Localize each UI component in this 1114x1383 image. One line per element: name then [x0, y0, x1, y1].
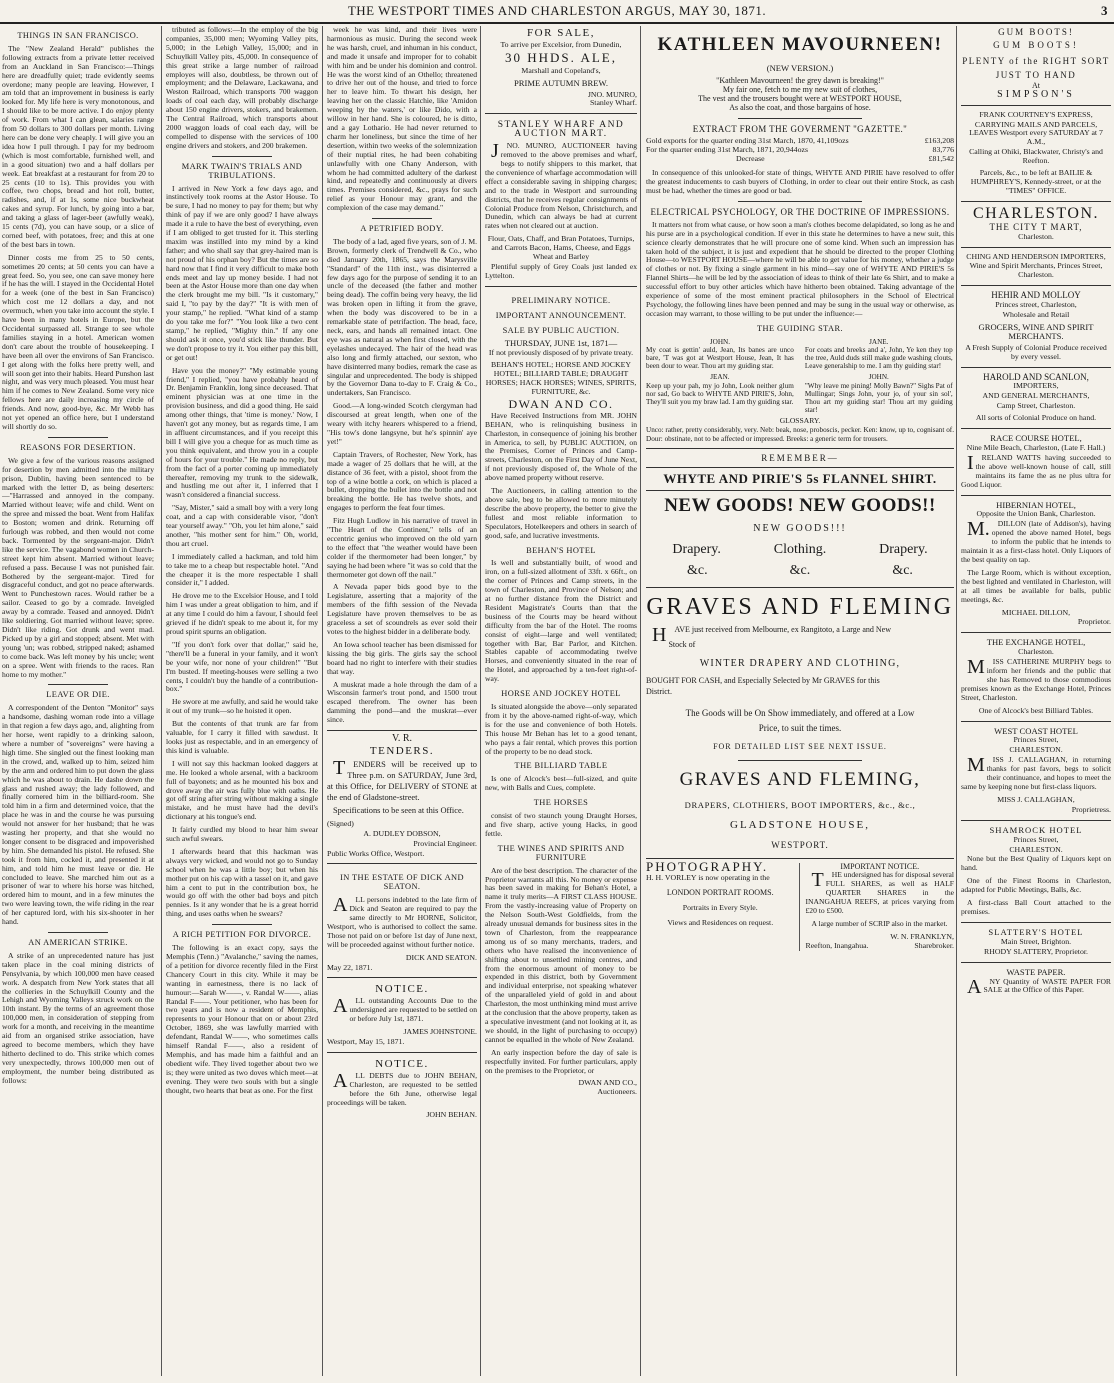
- ad-body: Is well and substantially built, of wood and iron, on a full-sized allotment of 33ft. x 66ft., on the corner of Princes and Camp streets, in the town of Charleston, and Province of Nelson; and at no further distance from the District and Resident Magistrate's Courts than that the business of the Courts may be heard without difficulty from the bar of the Hotel. The rooms consist of eight—large and well ventilated; together with Bar, Bar Parlor, and Kitchen. Stables capable of accommodating twelve Horses, and conveniently situated in the rear of the Hotel, and approached by a ten-feet right-of-way.: [485, 558, 637, 684]
- ad-title: TENDERS.: [369, 744, 435, 757]
- shamrock-ad: [961, 820, 1111, 917]
- speaker: JANE.: [869, 337, 889, 346]
- article-paragraph: A strike of an unprecedented nature has just taken place in the coal mining districts of Pensylvania, by which 100,000 men have ceased work. A despatch from New York states that all the collieries in the Schuylkill County and the Lehigh and Wyoming Valleys struck work on the 10th instant. By the terms of an agreement those 100,000 men, in consideration of stepping from work for a month, and receiving in the meantime aid from an organised strike association, have agreed to become members, which they have hitherto declined to do. This strike which comes very unexpectedly, throws 100,000 men out of employment, the number being distributed as follows:: [2, 950, 154, 1085]
- glossary: Unco: rather, pretty considerably, very. Neb: beak, nose, proboscis, pecker. Ken: know, up to, cognisant of. Dour: obstinate, not to be affected or impressed. Breeks: a generic term for trousers.: [646, 426, 954, 443]
- gold-value: £81,542: [928, 154, 954, 164]
- ad-date: May 22, 1871.: [327, 962, 373, 972]
- goods-word: Clothing.: [773, 541, 827, 557]
- ad-signed: (Signed): [327, 818, 354, 828]
- verse-line: As also the coat, and those bargains of hose.: [729, 102, 871, 112]
- etc-word: &c.: [687, 562, 708, 578]
- ad-line: FOR DETAILED LIST SEE NEXT ISSUE.: [713, 741, 887, 751]
- speaker: JEAN.: [710, 373, 730, 382]
- section-heading: CHARLESTON.: [973, 204, 1099, 222]
- ad-title: SHAMROCK HOTEL: [989, 824, 1083, 835]
- bottom-ads: [646, 858, 954, 951]
- stanley-wharf-ad: [485, 113, 637, 280]
- new-goods-headline: NEW GOODS! NEW GOODS!!: [664, 494, 936, 516]
- ad-line: A Fresh Supply of Colonial Produce received by every vessel.: [965, 342, 1107, 361]
- ad-footer: [806, 942, 955, 951]
- estate-ad: [327, 863, 477, 972]
- poem-column: [646, 338, 794, 407]
- masthead: [0, 0, 1114, 24]
- ad-body: THE undersigned has for disposal several FULL SHARES, as well as HALF QUARTER SHARES in the INANGAHUA REEFS, at prices varying from £20 to £500.: [805, 869, 954, 916]
- ad-line: Princes Street,: [1013, 735, 1059, 745]
- goods-word: Drapery.: [672, 541, 721, 557]
- ad-line: Portraits in Every Style.: [682, 903, 758, 913]
- auction-ad: [485, 286, 637, 1098]
- article-paragraph: tributed as follows:—In the employ of the big companies, 35,000 men; Wyoming Valley pits, 5,000; in the Lehigh Valley, 15,000; and in Schuylkill Valley pits, 45,000. In consequence of this great strike a large number of railroad employes will also, doubtless, be thrown out of employment; and the Delaware, Lackawana, and Weston Railroad, which transports 700 waggon loads of coal each day, will probably discharge about 150 engine drivers, stokers, and brakemen. The Central Railroad, which transports about 2000 waggon loads of coal each day, will be compelled to dispense with the services of 100 engine drivers and stokers, and 200 brakemen.: [166, 26, 318, 150]
- divider: [646, 448, 954, 449]
- ad-subheading: HORSE AND JOCKEY HOTEL: [501, 689, 621, 699]
- ad-title: PRELIMINARY NOTICE.: [511, 295, 611, 305]
- ad-signature: RHODY SLATTERY, Proprietor.: [984, 946, 1088, 956]
- ad-body: One of the Finest Rooms in Charleston, adapted for Public Meetings, Balls, &c.: [961, 876, 1111, 895]
- column-2: [161, 26, 322, 1376]
- ad-signature: JAMES JOHNSTONE.: [403, 1027, 477, 1037]
- ad-body: Have Received Instructions from MR. JOHN BEHAN, who is relinquishing business in Charleston, in consequence of joining his brother in America, to sell, by PUBLIC AUCTION, on the Premises, Corner of Princes and Camp-streets, Charleston, on the First Day of June Next, if not previously disposed of, the Whole of the above named property without reserve.: [485, 410, 637, 483]
- photography-ad: [646, 858, 800, 951]
- ad-title: RACE COURSE HOTEL,: [990, 433, 1082, 444]
- gold-label: Decrease: [736, 154, 765, 164]
- remember-line: REMEMBER—: [761, 452, 839, 463]
- ad-subheading: THE BILLIARD TABLE: [514, 761, 608, 771]
- west-coast-ad: [961, 721, 1111, 815]
- ad-body: ALL persons indebted to the late firm of Dick and Seaton are required to pay the same directly to Mr HORNE, Solicitor, Westport, who is authorised to collect the same. Those not paid on or before 1st day of June next, will be proceeded against without further notice.: [327, 894, 477, 949]
- ad-line: IMPORTERS,: [1013, 381, 1059, 391]
- ad-title: FRANK COURTNEY'S EXPRESS,: [979, 109, 1093, 119]
- ad-body: M.DILLON (late of Addison's), having opened the above named Hotel, begs to inform the public that he intends to maintain it as a first-class hotel. Only Liquors of the best quality on tap.: [961, 518, 1111, 564]
- new-goods-line: NEW GOODS!!!: [753, 522, 847, 534]
- divider: [372, 218, 432, 219]
- ad-body: consist of two staunch young Draught Horses, and five sharp, active young Hacks, in good fettle.: [485, 811, 637, 838]
- ad-line: Wholesale and Retail: [1002, 310, 1070, 320]
- ad-line: LONDON PORTRAIT ROOMS.: [666, 888, 774, 898]
- tender-ad: [327, 730, 477, 858]
- ad-body: TENDERS will be received up to Three p.m. on SATURDAY, June 3rd, at this Office, for DELIVERY of STONE at the end of Gladstone-street.: [327, 756, 477, 802]
- verse: Keep up your pah, my jo John, Look neither glum nor sad, Go back to WHYTE AND PIRIE'S, John, They'll suit you my braw lad. I am thy guiding star.: [646, 381, 794, 407]
- article-paragraph: It fairly curdled my blood to hear him swear such awful swears.: [166, 825, 318, 844]
- article-paragraph: Captain Travers, of Rochester, New York, has made a wager of 25 dollars that he will, at the distance of 36 feet, with a pistol, shoot from the top of a wine bottle a cork, on which is placed a bullet, dropping the bullet into the bottle and not breaking the bottle. He has twelve shots, and engages to perform the feat four times.: [327, 449, 477, 513]
- divider: [212, 924, 273, 925]
- article-heading: LEAVE OR DIE.: [46, 690, 110, 700]
- article-paragraph: "If you don't fork over that dollar," said he, "there'll be a funeral in your family, and it won't be your wife, nor none of your children!" "But I'm busted. If meeting-houses were selling a two cents, I couldn't buy the handle of a contribution-box.": [166, 639, 318, 694]
- ad-body: MISS J. CALLAGHAN, in returning thanks for past favors, begs to solicit their continuance, and hopes to meet the same by keeping none but first-class liquors.: [961, 754, 1111, 791]
- divider: [212, 156, 273, 157]
- ad-line: At: [1032, 80, 1040, 90]
- ad-signature: MISS J. CALLAGHAN,: [997, 794, 1075, 804]
- article-paragraph: He drove me to the Excelsior House, and I told him I was under a great obligation to him, and if at any time I could do him a favour, I should feel grieved if he didn't speak to me about it, for my proud spirit spurns an obligation.: [166, 591, 318, 636]
- ad-line: Wine and Spirit Merchants, Princes Street, Charleston.: [969, 261, 1103, 280]
- ad-line: If not previously disposed of by private treaty.: [488, 348, 634, 358]
- ad-line: CARRYING MAILS AND PARCELS, LEAVES Westport every SATURDAY at 7 A.M.,: [969, 119, 1103, 147]
- ad-body: Is situated alongside the above—only separated from it by the above-named right-of-way, which is for the use and convenience of both Hotels. This house Mr Behan has let to a good tenant, who pays a fair rental, which proves this portion of the property to be no dead stock.: [485, 702, 637, 756]
- ad-headline: 30 HHDS. ALE,: [505, 49, 617, 65]
- ad-signature: W. N. FRANKLYN,: [890, 931, 954, 941]
- ad-headline: SIMPSON'S: [997, 88, 1075, 100]
- ad-role: Provincial Engineer.: [413, 838, 477, 848]
- article-paragraph: week he was kind, and their lives were harmonious as music. During the second week he was harsh, cruel, and inhuman in his conduct, and made it unsafe and improper for to cohabit with him and be under his dominion and control. He was the worst kind of an Othello; threatened to drive her out of the house, and tried to force her to leave him. To thwart his design, her leaving her on the classic Hatchie, like 'Amidon weeping by the waters,' or like Dido, with a willow in her hand. She is coloured, he is ditto, and a gay Lothario. He had never returned to charm her loneliness, but since the time of her desertion, within two weeks of the solemnization of their nuptial rites, he had been cohabiting unlawfully with one Chany Anderson, with whom he had committed adultery of the darkest kind, and repeatedly and continuously at divers times. Premises considered, &c., prays for such relief as your Honour may grant, and the complexion of the case may demand.": [327, 26, 477, 213]
- ad-body: None but the Best Quality of Liquors kept on hand.: [961, 854, 1111, 873]
- charleston-section: [961, 201, 1111, 242]
- goods-row: [646, 541, 954, 557]
- ad-title: IN THE ESTATE OF DICK AND SEATON.: [340, 873, 464, 892]
- article-paragraph: The body of a lad, aged five years, son of J. M. Brown, formerly clerk of Trendwell & Co., who died January 20th, 1865, says the Marysville "Standard" of the 11th inst., was disinterred a few days ago for the purpose of sending it to an uncle of the deceased (the father and mother being dead). The coffin being very heavy, the lid was broken open in lifting it from the grave, when the body was discovered to be in a remarkable state of petrifaction. The head, face, neck, ears, and hands all remained intact. One eye was as natural as when first closed, with the eyelashes undecayed. The hair of the head was also long and firmly attached, our sexton, who have disinterred many bodies, remark the case as singular and unprecedented. The body is shipped by the Governor Dana to-day to F. Craig & Co., undertakers, San Francisco.: [327, 236, 477, 398]
- hehir-ad: [961, 285, 1111, 361]
- ad-role: Sharebroker.: [914, 940, 954, 950]
- poem: [646, 338, 954, 415]
- gold-value: £163,208: [924, 136, 954, 146]
- ad-headline: GLADSTONE HOUSE,: [730, 818, 870, 831]
- ad-line: Calling at Ohiki, Blackwater, Christy's and Reefton.: [969, 147, 1103, 166]
- column-6: [956, 26, 1114, 1376]
- gold-row: [646, 155, 954, 164]
- ad-body: IRELAND WATTS having succeeded to the above well-known house of call, still maintains its fame the as ne plus ultra for Good Liquor.: [961, 451, 1111, 489]
- verse: For coats and breeks and a', John, Ye ken they top the tree, Auld duds still make gude washing clouts, Leave generalship to me. I am thy guiding star!: [804, 345, 953, 371]
- ad-body: The Auctioneers, in calling attention to the above sale, beg to be allowed to more minutely describe the above property, the better to give the fullest and most reliable information to Speculators, Hotelkeepers and others in search of good, safe, and lucrative investments.: [485, 486, 637, 540]
- ad-line: H. H. VORLEY is now operating in the: [646, 873, 770, 883]
- express-ad: [961, 105, 1111, 196]
- gold-label: For the quarter ending 31st March, 1871, 20,944ozs: [646, 145, 808, 155]
- verse-line: "Kathleen Mavourneen! the grey dawn is breaking!": [716, 75, 884, 85]
- ad-line: Marshall and Copeland's,: [521, 65, 601, 75]
- ad-line: Main Street, Brighton.: [1000, 936, 1072, 946]
- ad-title: THE EXCHANGE HOTEL,: [986, 637, 1086, 648]
- ad-location: Charleston.: [1018, 647, 1054, 657]
- ad-signature: DICK AND SEATON.: [405, 952, 477, 962]
- article-paragraph: We give a few of the various reasons assigned for desertion by men admitted into the military prison, Dublin, having been sentenced to be marked with the letter D, as being deserters:—"Harrassed and annoyed in the company. Married without leave; wife and child. Went on the spree and missed the boat. Went from Halifax to Boston; women and drink. Returning off furlough was robbed, and then would not come back. Tormented by the sergeant-major. Didn't like the service. The vagabond women in Church-street kept him absent. Married without leave; refused a pass. Because I was not punished fair. Bothered by the sergeant-major. Tired for disgraceful conduct, and got no peace afterwards. Went to Punchestown races. Would rather be a sailor. Ceased to go by a comrade. Inveigled away by a comrade. Teased and annoyed. Didn't like soldiering. Got married without leave; spree. Didn't like riding. Got drunk and went mad. Picked up by a girl and stopped; absent. Met with young 'un; was robbed, stripped naked; ashamed to come back. Was left money by his uncle; went on a spree. Went with friends to the races. Ran home to my mother.": [2, 455, 154, 679]
- ad-title: SALE BY PUBLIC AUCTION.: [502, 325, 620, 335]
- article-heading: A RICH PETITION FOR DIVORCE.: [172, 930, 312, 940]
- ad-date: Westport, May 15, 1871.: [327, 1037, 405, 1046]
- ad-location: Reefton, Inangahua.: [805, 940, 869, 950]
- masthead-title: THE WESTPORT TIMES AND CHARLESTON ARGUS, MAY 30, 1871.: [347, 3, 767, 18]
- article-paragraph: I will not say this hackman looked daggers at me. He looked a whole arsenal, with a backroom full of bayonets; and as he mounted his box and drove away the air was fully blue with oaths. He got off string after string without making a single mistake, and he must have had the devil's dictionary at his tongue's end.: [166, 758, 318, 822]
- ad-line: Views and Residences on request.: [667, 918, 774, 928]
- exchange-ad: [961, 632, 1111, 715]
- etc-row: [646, 562, 954, 578]
- divider: [646, 587, 954, 588]
- glossary-heading: GLOSSARY.: [779, 416, 821, 426]
- etc-word: &c.: [892, 562, 913, 578]
- article-paragraph: Have you the money?" "My estimable young friend," I replied, "you have probably heard of Dr. Benjamin Franklin, long since deceased. That eminent physician was at one time in the provision business, and did a good thing. He said among other things, that 'time is money.' Now, I haven't got any money, but as regards time, I am in affluent circumstances, and if you receipt this bill I will give you a cheque for as much time as you think equivalent, and throw you in a couple of hours for your trouble." He made no reply, but from the fact of a porter coming up immediately thereafter, removing my trunk to the sidewalk, and hustling me out after it, I inferred that I wasn't considered a financial success.: [166, 365, 318, 500]
- ad-line: The Goods will be On Show immediately, and offered at a Low: [685, 708, 915, 719]
- ching-ad: [961, 247, 1111, 281]
- ad-address: Public Works Office, Westport.: [327, 848, 425, 858]
- notice-ad: [327, 1052, 477, 1120]
- ad-line: To arrive per Excelsior, from Dunedin,: [500, 39, 622, 49]
- ad-line: Camp Street, Charleston.: [996, 401, 1076, 411]
- ad-line: DRAPERS, CLOTHIERS, BOOT IMPORTERS, &c., &c.,: [684, 799, 916, 810]
- article-paragraph: I afterwards heard that this hackman was always very wicked, and would not go to Sunday school when he was a little boy; but when his mother put on his cap with a tassel on it, and gave him a cent to put in the contribution box, he would go off with the other bad boys and pitch pennies. Is it any wonder that he is a great horrid thing, and uses oaths when he swears?: [166, 846, 318, 919]
- column-5: [640, 26, 959, 1376]
- article-paragraph: He swore at me awfully, and said he would take it out of my trunk—so he hoisted it open.: [166, 697, 318, 716]
- ad-body: ANY Quantity of WASTE PAPER FOR SALE at the Office of this Paper.: [967, 975, 1111, 998]
- ad-title: IMPORTANT NOTICE.: [840, 861, 920, 871]
- race-course-ad: [961, 428, 1111, 489]
- ad-line: District.: [646, 687, 672, 697]
- ad-title: PHOTOGRAPHY.: [646, 858, 769, 874]
- article-paragraph: A correspondent of the Denton "Monitor" says a handsome, dashing woman rode into a village in that region a few days ago, and, alighting from her horse, went rapidly to a drinking saloon, where a number of "sovereigns" were having a high time. She singled out the finest looking man in the crowd, and, walked up to him, seized him by the arm and ordered him to put down the glass which he was about to drain. He dashe down the glass and rushed away; the lady followed, and finally cornered him in the billiard-room. She told him in a firm and determined voice, that the place he was in and the course he was pursuing would not answer for her husband; that he was wasting her property, and that she would no longer consent to be disgraced and impoverished by him. She demanded his pistol. He refused. She took it from him, cocked it, and presented it at him, and told him he must leave or die. He concluded to leave. She marched him out as a prisoner of war to where his horse was hitched, ordered him to mount, and in a few minutes the two were leaving town, the wife riding in the rear of her captured lord, with his six-shooter in her hand.: [2, 703, 154, 927]
- verse-line: My fair one, fetch to me my new suit of clothes,: [722, 84, 878, 94]
- article-paragraph: In consequence of this unlooked-for state of things, WHYTE AND PIRIE have resolved to offer the greatest inducements to cash buyers of Clothing, in order to clear out their entire Stock, as cash must be had, whether the times are good or bad.: [646, 168, 954, 195]
- verse: "Why leave me pining! Molly Bawn?" Sighs Pat of Mullingar; Sings John, your jo, of your sin sol', Thou art my guiding star! Thou art my guiding star!: [804, 381, 953, 415]
- speaker: JOHN.: [709, 337, 730, 346]
- article-paragraph: I immediately called a hackman, and told him to take me to a cheap but respectable hotel. "And the cheaper it is the more respectable I shall consider it," I added.: [166, 551, 318, 588]
- ad-headline: WINTER DRAPERY AND CLOTHING,: [699, 658, 901, 670]
- ad-signature: JOHN BEHAN.: [426, 1110, 477, 1120]
- article-heading: AN AMERICAN STRIKE.: [28, 938, 128, 947]
- ad-body: JNO. MUNRO, AUCTIONEER having removed to the above premises and wharf, begs to notify shippers to this market, that the convenience of wharfage accommodation will effect a considerable saving in shipping charges; and to the trade in Westport and surrounding districts, that he receives regular consignments of Colonial Produce from Nelson, Christchurch, and Dunedin, which can always be had at current rates when not cleared out at auction.: [485, 140, 637, 231]
- ad-location: Charleston.: [1018, 231, 1054, 241]
- ad-title: THE CITY T MART,: [989, 221, 1083, 232]
- ad-line: AND GENERAL MERCHANTS,: [982, 391, 1090, 401]
- ad-title: HEHIR AND MOLLOY: [991, 290, 1081, 301]
- article-paragraph: Dinner costs me from 25 to 50 cents, sometimes 20 cents; at 50 cents you can have a great feed. So, you see, one can save money here if he has the will. I stayed in the Occidental Hotel for a week (one of the best in San Francisco) which cost me 12 dollars a day, and not overmuch, when you take into account the style. I have been in many hotels in Europe, but the Occidental surpassed all. Strange to see whole families staying in a hotel. American women don't care about the trouble of housekeeping. I have been all over the environs of San Francisco. I get along with the folks here pretty well, and will soon get into their habits. Heard Punshon last night, and was very much pleased. You must hear him if he comes to New Zealand. Some very nice fellows here are daily increasing my circle of friends. And now, good-bye, &c. Mr Webb has not yet opened an office here, but I understand will shortly do so.: [2, 252, 154, 431]
- extract-heading: EXTRACT FROM THE GOVERMENT "GAZETTE.": [692, 123, 908, 134]
- divider: [48, 684, 109, 685]
- ad-line: Nine Mile Beach, Charleston, (Late F. Hall.): [966, 443, 1106, 452]
- ad-line: Princes Street,: [1013, 834, 1059, 844]
- ad-line: Parcels, &c., to be left at BAILIE & HUMPHREY'S, Kennedy-street, or at the "TIMES" OFFICE.: [970, 168, 1102, 195]
- kathleen-subheading: (NEW VERSION.): [766, 63, 834, 73]
- ad-title: HAROLD AND SCANLON,: [983, 371, 1089, 382]
- speaker: JOHN.: [868, 373, 889, 382]
- article-paragraph: The "New Zealand Herald" publishes the following extracts from a private letter received from an Auckland in San Francisco:—Things here are dreadfully quiet; trade evidently seems overdone; many people are leaving. However, I am told that an improvement in business is early looked for. My life here is very monotonous, and I should like to be more active. I do enjoy plenty of work. From what I can glean, salaries range from 50 dollars to 300 dollars per month. Living here can be done very cheaply. I will give you an idea how I pull through. I pay for my bedroom (which is most comfortable, furnished well, and in a good situation) two and a half dollars per week. Eat breakfast at a restaurant for from 20 to 25 cents (10 to 1s). This provides you with coffee, two chops, bread and hot roll, butter, radishes, and, if at 1s, some nice buckwheat cakes and syrup. For lunch, by going into a bar, and taking a glass of lager-beer (awfully weak), 15 cents (7d), you can have soup, or a slice of corned beef, with potatoes, free; and this at one of the best bars in town.: [2, 43, 154, 249]
- ad-body: Plentiful supply of Grey Coals just landed ex Lyttelton.: [485, 261, 637, 280]
- ad-subheading: BEHAN'S HOTEL: [526, 545, 596, 555]
- ad-title: FOR SALE,: [527, 27, 595, 39]
- page-number: 3: [1101, 3, 1108, 18]
- ad-line: Princes street, Charleston,: [995, 300, 1077, 310]
- ad-title: NOTICE.: [375, 1057, 429, 1070]
- ad-body: HAVE just received from Melbourne, ex Rangitoto, a Large and New: [652, 624, 891, 647]
- for-sale-ad: [485, 29, 637, 108]
- ad-body: Are of the best description. The character of the Proprietor warrants all this. No money or expense has been saved in making for Behan's Hotel, a name it truly merits—A FIRST CLASS HOUSE. From the vastly-increasing value of Property on the Nelson South-West Goldfields, from the already unusual demands for business sites in the town of Charleston, from the reappearance among us of so many merchants, traders, and others who have realised the inconvenience of shifting about to unsettled mining centres, and from the enormous amount of money to be expended in this district, both by Government and individual enterprise, not speaking whatever of the unparalleled yield of gold in and about Charleston, the most unthinking mind must arrive at the conclusion that the above property, taken as a speculative investment (and not looking at it, as we should, in the light of purchasing to occupy) cannot be equalled in the whole of New Zealand.: [485, 865, 637, 1044]
- article-paragraph: An Iowa school teacher has been dismissed for kissing the big girls. The girls say the school board had no right to interfere with their studies that way.: [327, 639, 477, 676]
- ad-subheading: THE HORSES: [533, 798, 589, 808]
- kathleen-heading: KATHLEEN MAVOURNEEN!: [657, 34, 943, 55]
- ad-items: Flour, Oats, Chaff, and Bran Potatoes, Turnips, and Carrots Bacon, Hams, Cheese, and Eggs Wheat and Barley: [487, 234, 635, 262]
- column-1: [2, 26, 158, 1376]
- ad-headline: PLENTY of the RIGHT SORT JUST TO HAND: [962, 55, 1110, 80]
- ad-signature: JNO. MUNRO,: [587, 89, 637, 99]
- article-paragraph: A muskrat made a hole through the dam of a Wisconsin farmer's trout pond, and 1500 trout escaped therefrom. The owner has been damming the pond—and the muskrat—ever since.: [327, 679, 477, 725]
- gold-value: 83,776: [932, 145, 954, 155]
- slattery-ad: [961, 922, 1111, 957]
- article-paragraph: But the contents of that trunk are far from valuable, for I carry it filled with sawdust. It looks just as respectable, and in an emergency of this kind is valuable.: [166, 719, 318, 755]
- ad-role: Proprietress.: [1071, 804, 1111, 814]
- ad-line: BOUGHT FOR CASH, and Especially Selected by Mr GRAVES for this: [646, 676, 880, 686]
- poem-heading: THE GUIDING STAR.: [757, 323, 843, 333]
- ad-title: WEST COAST HOTEL: [994, 725, 1078, 736]
- ad-line: WESTPORT.: [771, 839, 829, 850]
- ad-title: CHING AND HENDERSON IMPORTERS,: [966, 251, 1106, 261]
- ad-body: Is one of Alcock's best—full-sized, and quite new, with Balls and Cues, complete.: [485, 774, 637, 793]
- hibernian-ad: [961, 495, 1111, 628]
- poem-column: [805, 338, 953, 415]
- divider: [48, 932, 109, 933]
- ad-headline: GROCERS, WINE AND SPIRIT MERCHANTS.: [978, 321, 1094, 341]
- article-paragraph: Good.—A long-winded Scotch clergyman had discoursed at great length, when one of the weary with itchy hearers whispered to a friend, "His tow's done langsyne, but he's spinnin' aye yet!": [327, 401, 477, 446]
- divider: [738, 201, 861, 202]
- article-paragraph: The following is an exact copy, says the Memphis (Tenn.) "Avalanche," saving the names, of a petition for divorce recently filed in the First Chancery Court in this city. While it may be wanting in earnestness, there is no lack of humour:—Sarah W——, v. Randal W——, alias Randal F——. Your petitioner, who has been for two years and is now a resident of Memphis, represents to your Honour that on or about 23rd October, 1869, she was lawfully married with defendant, Randal W——, who sometimes calls himself Randal F——, also a resident of Memphis, and has made him a faithful and an obedient wife. They lived together about two we is; they were united as two doves which meet—at evening. They were two souls with but a single thought, two hearts that beat as one. For the first: [166, 943, 318, 1095]
- graves-fleming-heading: GRAVES AND FLEMING: [646, 594, 954, 621]
- divider: [738, 760, 861, 761]
- article-heading: ELECTRICAL PSYCHOLOGY, OR THE DOCTRINE OF IMPRESSIONS.: [650, 206, 950, 217]
- ad-body: A large number of SCRIP also in the market.: [811, 919, 948, 929]
- important-notice-ad: [806, 863, 955, 951]
- ad-line: PRIME AUTUMN BREW.: [514, 77, 608, 88]
- ad-role: Proprietor.: [1077, 617, 1111, 627]
- ad-body: ALL DEBTS due to JOHN BEHAN, Charleston, are requested to be settled before the 6th June, otherwise legal proceedings will be taken.: [327, 1069, 477, 1107]
- ad-title: HIBERNIAN HOTEL,: [996, 499, 1076, 510]
- article-heading: THINGS IN SAN FRANCISCO.: [17, 31, 139, 40]
- ad-line: Stock of: [668, 640, 696, 650]
- ad-subheading: THE WINES AND SPIRITS AND FURNITURE: [497, 843, 625, 862]
- gold-row: [646, 146, 954, 155]
- ad-title: IMPORTANT ANNOUNCEMENT.: [495, 310, 627, 320]
- ad-headline: DWAN AND CO.: [508, 396, 614, 411]
- ad-line: Opposite the Union Bank, Charleston.: [976, 509, 1096, 519]
- article-paragraph: A Nevada paper bids good bye to the Legislature, asserting that a majority of the members of the fifth session of the Nevada Legislature have proven themselves to be as graceless a set of scoundrels as ever sold their votes to the highest bidder in a deliberate body.: [327, 582, 477, 636]
- verse-line: The vest and the trousers bought were at WESTPORT HOUSE,: [698, 93, 902, 103]
- ad-signature: MICHAEL DILLON,: [1001, 607, 1071, 617]
- ad-body: The Large Room, which is without exception, the best lighted and ventilated in Charleston, will at all times be available for balls, public meetings, &c.: [961, 567, 1111, 604]
- goods-word: Drapery.: [879, 541, 928, 557]
- harold-ad: [961, 367, 1111, 424]
- column-3: [322, 26, 481, 1376]
- waste-paper-ad: [961, 962, 1111, 996]
- column-4: [480, 26, 641, 1376]
- ad-line: One of Alcock's best Billiard Tables.: [978, 705, 1094, 715]
- ad-line: Price, to suit the times.: [758, 722, 842, 733]
- article-heading: MARK TWAIN'S TRIALS AND TRIBULATIONS.: [181, 161, 303, 180]
- etc-word: &c.: [789, 562, 811, 578]
- ad-location: Stanley Wharf.: [589, 98, 637, 108]
- ad-line: All sorts of Colonial Produce on hand.: [975, 413, 1097, 423]
- ad-title: STANLEY WHARF AND AUCTION MART.: [497, 120, 625, 140]
- ad-body: An early inspection before the day of sale is respectfully invited. For further particulars, apply on the premises to the Proprietor, or: [485, 1047, 637, 1075]
- ad-items: BEHAN'S HOTEL; HORSE AND JOCKEY HOTEL; BILLIARD TABLE; DRAUGHT HORSES; HACK HORSES; WINES, SPIRITS, FURNITURE, &c.: [485, 360, 637, 396]
- article-paragraph: "Say, Mister," said a small boy with a very long coat, and a cap with considerable visor, "don't tear yourself away." "Oh, you let him alone," said another, "his mother sent for him." Oh, world, thou art cruel.: [166, 503, 318, 548]
- article-paragraph: I arrived in New York a few days ago, and instinctively took rooms at the Astor House. To be sure, I had no money to pay for them; but why think of pay if we are only good? I have always made it a rule to have the best of everything, even if I am obliged to get trusted for it. This sterling maxim was instilled into my mind by a kind father; and who shall say that grey-haired man is not proud of his orphan boy? But the times are so hard now that I find it very difficult to make both ends meet and lay up money beside. I had not been at the Astor House more than one day when the clerk brought me my bill. "Is it customary," said I, "to pay by the day?" "It is with men of your stamp," he replied. "What kind of a stamp do you take me for?" "You look like a two cent stamp," he replied, "Mighty thin." If any one should ask it once, you'd stick like thunder. But we don't propose to try it. You either pay this bill, or get out!: [166, 183, 318, 362]
- gum-boots-heading: GUM BOOTS!: [998, 27, 1074, 37]
- ad-body: MISS CATHERINE MURPHY begs to inform her friends and the public that she has Removed to those commodious premises known as the Exchange Hotel, Princes Street, Charleston.: [961, 656, 1111, 702]
- flannel-shirt-headline: WHYTE AND PIRIE'S 5s FLANNEL SHIRT.: [646, 467, 954, 491]
- article-paragraph: Fitz Hugh Ludlow in his narrative of travel in "The Heart of the Continent," tells of an eccentric genius who improved on the old yarn to the effect that "the weather would have been colder if the thermometer had been longer," by saying he had been where "it was so cold that the thermometer got down off the nail.": [327, 516, 477, 579]
- notice-ad: [327, 977, 477, 1046]
- ad-title: NOTICE.: [375, 983, 429, 996]
- ad-signature: DWAN AND CO.,: [578, 1078, 637, 1088]
- ad-location: CHARLESTON.: [1009, 844, 1063, 854]
- divider: [738, 118, 861, 119]
- graves-fleming-heading: GRAVES AND FLEMING,: [679, 768, 921, 790]
- gold-label: Gold exports for the quarter ending 31st March, 1870, 41,109ozs: [646, 136, 849, 146]
- gum-boots-heading: GUM BOOTS!: [993, 39, 1079, 50]
- ad-date: THURSDAY, JUNE 1st, 1871—: [504, 338, 618, 349]
- ad-title: SLATTERY'S HOTEL: [988, 926, 1084, 937]
- article-paragraph: It matters not from what cause, or how soon a man's clothes become delapidated, so long as he and his purse are in a psychological condition. If ever in this state he determines to have a new suit, this science clearly demonstrates that he will procure one of some kind. When such an impression has taken hold of the subject, it is just and expedient that he should be directed to the proper Clothing House—to WESTPORT HOUSE—where he will be able to get value for his money, whether a judge of clothes or not. By fixing a single garment in his mind—say one of WHYTE AND PIRIE'S 5s Flannel Shirts—he will be led by the association of ideas to think of their late 6s Shirt, and to make a successful effort to buy other articles which have hitherto been obtained. Taking advantage of the experience of some of the most eminent practical philosophers in the School of Electrical Psychology, the following lines have been penned and may be sung in the usual way or otherwise, as occasion may warrant, to those willing to be put under the influence:—: [646, 219, 954, 318]
- ad-role: Auctioneers.: [597, 1087, 637, 1097]
- article-heading: REASONS FOR DESERTION.: [20, 442, 136, 452]
- divider: [48, 437, 109, 438]
- article-heading: A PETRIFIED BODY.: [360, 224, 444, 234]
- royal-cipher: V. R.: [391, 733, 413, 745]
- verse: My coat is gettin' auld, Jean, Its banes are unco bare, 'T was got at Westport House, Jean, It has been dour to wear. Thou art my guiding star.: [646, 345, 794, 371]
- ad-title: WASTE PAPER.: [1006, 966, 1066, 977]
- ad-body: Specifications to be seen at this Office.: [333, 805, 464, 815]
- ad-body: ALL outstanding Accounts Due to the undersigned are requested to be settled on or before July 1st, 1871.: [333, 995, 477, 1024]
- ad-body: A first-class Ball Court attached to the premises.: [961, 898, 1111, 916]
- ad-location: CHARLESTON.: [1009, 745, 1063, 755]
- ad-signature: A. DUDLEY DOBSON,: [363, 828, 441, 838]
